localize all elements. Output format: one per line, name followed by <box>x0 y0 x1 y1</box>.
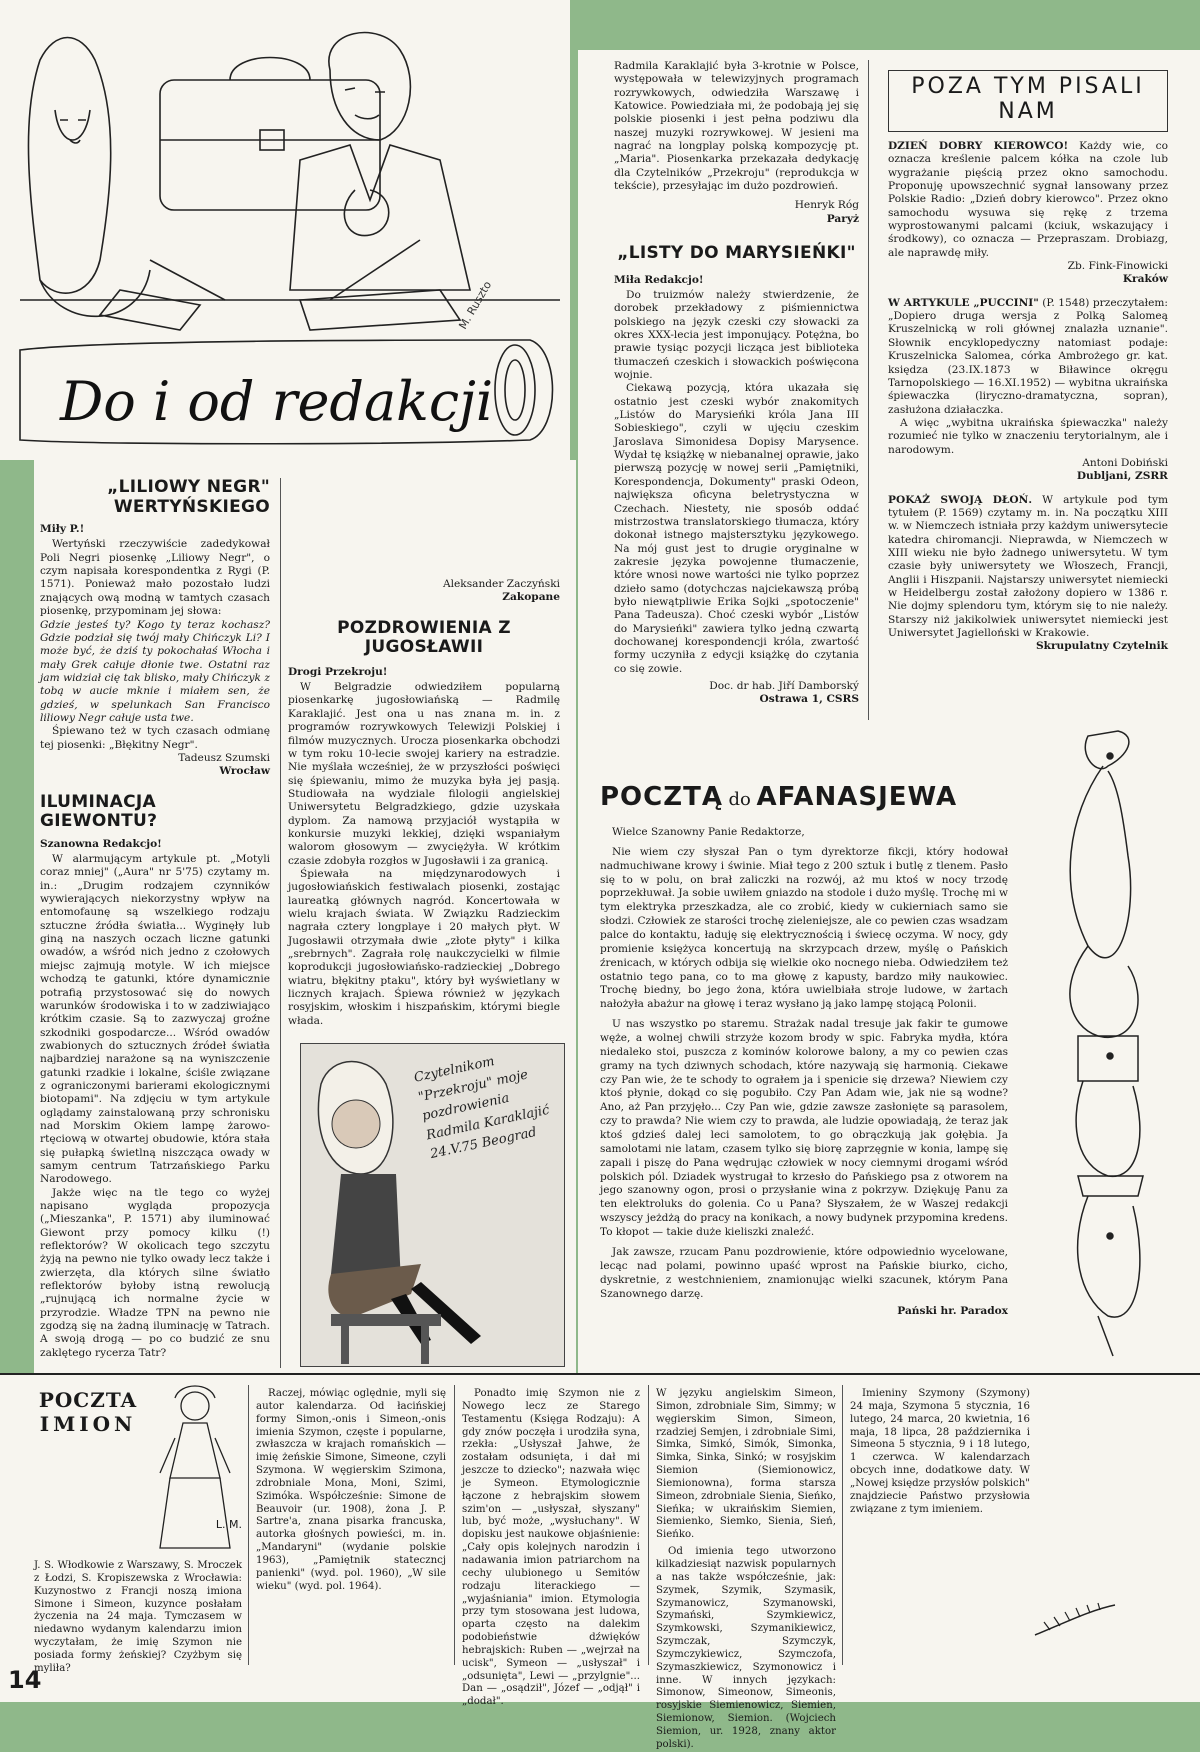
column-divider <box>454 1385 455 1665</box>
paragraph: W Belgradzie odwiedziłem popularną piosenkarkę jugosłowiańską — Radmilę Karaklajić. Jest ona u nas znana m. in. z programów rozrywkowych Telewizji Polskiej i filmów muzycznych. Urocza piosenkarka obchodzi w tym roku 10-lecie swojej kariery na estradzie. Nie myślała wcześniej, że w przyszłości poświęci się śpiewaniu, mimo że muzyka była jej pasją. Studiowała na wydziale filologii angielskiej Uniwersytetu Belgradzkiego, gdzie uzyskała dyplom. Za namową przyjaciół wystąpiła w konkursie muzyki lekkiej, dzięki wspaniałym walorom głosowym — zwyciężyła. W krótkim czasie zdobyła rozgłos w Jugosławii i za granicą. <box>288 681 560 867</box>
imion-col-1 <box>34 1560 242 1676</box>
signature-city: Paryż <box>826 212 859 225</box>
article-title: „LILIOWY NEGR" WERTYŃSKIEGO <box>107 477 270 517</box>
signature-name: Zb. Fink-Finowicki <box>1067 260 1168 273</box>
column-divider <box>648 1385 649 1665</box>
item-lead: W ARTYKULE „PUCCINI" <box>888 296 1039 309</box>
article-liliowy <box>40 478 270 1360</box>
poza-tym-header <box>888 70 1168 132</box>
article-title: ILUMINACJA GIEWONTU? <box>40 791 158 832</box>
imion-col-5 <box>850 1388 1030 1516</box>
header-illustration <box>0 0 570 460</box>
signature-city: Dubljani, ZSRR <box>1076 470 1168 483</box>
paragraph: W języku angielskim Simeon, Simon, zdrobniale Sim, Simmy; w węgierskim Simon, Simeon, rzadziej Semjen, i zdrobniale Simi, Simka, Simkó, Simók, Simonka, Simka, Sinka, Sinkó; w rosyjskim Siemion (Siemionowicz, Siemionowna), forma starsza Simeon, zdrobniale Sienia, Sieńko, Sieńka; w ukraińskim Siemien, Siemienko, Siemko, Sienia, Sień, Sieńko. <box>656 1388 836 1541</box>
paragraph: Ciekawą pozycją, która ukazała się ostatnio jest czeski wybór znakomitych „Listów do Marysieńki króla Jana III Sobieskiego", czyli w ujęciu czeskim Jaroslava Simonidesa Dopisy Marysence. Wydał tę książkę w niebanalnej oprawie, jako pierwszą pozycję w nowej serii „Pamiętniki, Korespondencja, Dokumenty" praski Odeon, największa oficyna beletrystyczna w Czechach. Niestety, nie sposób oddać mistrzostwa translatorskiego tłumacza, który dokonał istnego majstersztyku językowego. Na mój gust jest to drugie oryginalne w zakresie języka powojenne tłumaczenie, które wnosi nowe wartości nie tylko poprzez dzieło samo (dotychczas najciekawszą próbą było niewątpliwie Erika Sojki „spotoczenie" Pana Tadeusza). Choć czeski wybór „Listów do Marysieńki" zawiera tylko jedną czwartą dochowanej korespondencji króla, zwartość formy uczyniła z edycji książkę do czytania co się zowie. <box>614 382 859 675</box>
signature: Pański hr. Paradox <box>897 1305 1008 1318</box>
column-divider <box>248 1385 249 1665</box>
article-poza-tym <box>888 140 1168 654</box>
salutation: Drogi Przekroju! <box>288 665 388 678</box>
column-divider <box>842 1385 843 1665</box>
paragraph: Radmila Karaklajić była 3-krotnie w Polsce, występowała w telewizyjnych programach rozrywkowych, odwiedziła Warszawę i Katowice. Powiedziała mi, że podobają jej się polskie piosenki i jest pełna podziwu dla naszej muzyki rozrywkowej. W jesieni ma nagrać na longplay polską kompozycję pt. „Maria". Piosenkarka przekazała dedykację dla Czytelników „Przekroju" (reprodukcja w tekście), przesyłając im dużo pozdrowień. <box>614 60 859 193</box>
signature-city: Wrocław <box>219 765 270 778</box>
paragraph: W alarmującym artykule pt. „Motyli coraz mniej" („Aura" nr 5'75) czytamy m. in.: „Drugim rodzajem czynników wywierających niekorzystny wpływ na entomofaunę są wszelkiego rodzaju sztuczne źródła światła... Wyginęły lub giną na naszych oczach liczne gatunki owadów, a wśród nich jedno z czołowych miejsc zajmują motyle. W ich miejsce wchodzą te gatunki, które dynamicznie potrafią przystosować się do nowych warunków środowiska i to w zadziwiająco krótkim czasie. Są to zazwyczaj groźne szkodniki gospodarcze... Wśród owadów zwabionych do sztucznych źródeł światła najbardziej narażone są na wyniszczenie gatunki rzadkie i lokalne, ściśle związane z ograniczonymi barierami ekologicznymi biotopami". Na zdjęciu w tym artykule oglądamy zainstalowaną przy schronisku nad Morskim Okiem lampę żarowo-rtęciową w otwartej obudowie, która stała się pułapką świetlną niszcząca owady w samym centrum Tatrzańskiego Parku Narodowego. <box>40 853 270 1186</box>
signature-name: Antoni Dobiński <box>1082 456 1168 469</box>
signature-city: Zakopane <box>502 591 560 604</box>
paragraph: Śpiewała na międzynarodowych i jugosłowiańskich festiwalach piosenki, zostając laureatką głównych nagród. Koncertowała w wielu krajach świata. W Związku Radzieckim nagrała cztery longplaye i 20 małych płyt. W Jugosławii otrzymała dwie „złote płyty" i kilka „srebrnych". Zagrała rolę naukczycielki w filmie koprodukcji jugosłowiańsko-radzieckiej „Dobrego wiatru, błękitny ptaku", który był wyświetlany w licznych krajach. Śpiewa również w językach rosyjskim, włoskim i hiszpańskim, którymi biegle włada. <box>288 867 560 1027</box>
afanasjew-title <box>600 782 1020 812</box>
paragraph: Jak zawsze, rzucam Panu pozdrowienie, które odpowiednio wycelowane, lecąc nad polami, powinno upaść wprost na Pańskie biurko, cicho, dyskretnie, z westchnieniem, znamionując wielki szacunek, którym Pana Szanownego darzę. <box>600 1245 1008 1300</box>
paragraph: Ponadto imię Szymon nie z Nowego lecz ze Starego Testamentu (Księga Rodzaju): A gdy znów poczęła i urodziła syna, rzekła: „Usłyszał Jahwe, że zostałam odsunięta, i dał mi jeszcze to dziecko"; nazwała więc je Symeon. Etymologicznie łączone z hebrajskim słowem szim'on — „usłyszał, słyszany" lub, być może, „wysłuchany". W dopisku jest naukowe objaśnienie: „Cały opis kolejnych narodzin i nadawania imion patriarchom na cechy ulubionego u Semitów rodzaju literackiego — „wyjaśniania" imion. Etymologia przy tym stosowana jest ludowa, oparta często na dalekim podobieństwie dźwięków hebrajskich: Ruben — „wejrzał na ucisk", Symeon — „usłyszał" i „odsunięta", Lewi — „przylgnie"... Dan — „osądził", Józef — „odjął" i „dodał". <box>462 1388 640 1708</box>
imion-title <box>28 1388 148 1436</box>
article-title: POZDROWIENIA Z JUGOSŁAWII <box>337 617 511 658</box>
article-afanasjew <box>600 826 1008 1319</box>
item-lead: DZIEŃ DOBRY KIEROWCO! <box>888 140 1069 152</box>
item-body: (P. 1548) przeczytałem: „Dopiero druga wersja z Polką Salomeą Kruszelnicką w roli głównej znalazła uznanie". Słownik encyklopedyczny natomiast podaje: Kruszelnicka Salomea, córka Ambrożego gr. kat. księdza (23.IX.1873 w Biławince okręgu Tarnopolskiego — 16.XI.1952) — wybitna ukraińska śpiewaczka (liryczno-dramatyczna, sopran), zasłużona działaczka. <box>888 296 1168 416</box>
illustration-credit: M. Ruszto <box>456 278 495 332</box>
totem-creatures-icon <box>1018 726 1188 1366</box>
paragraph: U nas wszystko po staremu. Strażak nadal tresuje jak fakir te gumowe węże, a wolnej chwili strzyże kozom brody w spic. Fabryka mydła, która niedaleko stoi, puszcza z kominów kolorowe balony, a my co pewien czas gramy na tych dziwnych schodach, które nazywają się harmonią. Ciekawe czy Pan wie, że te schody to ograłem ja i spenicie się drzewa? Niewiem czy ktoś płynie, dokąd co się pogubiło. Czy Pan Adam wie, jak nie są wodne? Ano, aż Pan przyjęło... Czy Pan wie, gdzie zawsze zasłonięte są parasolem, czy to prawda? Nie wiem czy to prawda, ale ludzie opowiadają, że teraz jak ktoś gdzieś dalej leci samolotem, to go obrączkują jak gołębia. Ja samolotami nie latam, czasem tylko się biorę zaprzęgnie w konia, lampę się zapali i piszę do Pana wędrując człowiek w nocy ciemnymi drogami wśród polskich pól. Dziadek wystrugał to krzesło do Pańskiego psa z otworem na jego szanowny ogon, prosi o przysłanie wina z pokrzyw. Dziękuję Panu za ten elektroluks do golenia. Co u Pana? Słyszałem, że w Waszej redakcji wszyscy jeżdżą do pracy na konikach, a nowy budynek przypomina kredens. To kłopot — takie duże kieliszki znaleźć. <box>600 1018 1008 1239</box>
paragraph: Śpiewano też w tych czasach odmianę tej piosenki: „Błękitny Negr". <box>40 725 270 751</box>
salutation: Miły P.! <box>40 523 85 536</box>
signature: Skrupulatny Czytelnik <box>1035 640 1168 653</box>
paragraph: Wertyński rzeczywiście zadedykował Poli Negri piosenkę „Liliowy Negr", o czym napisała korespondentka z Rygi (P. 1571). Ponieważ mało pozostało ludzi znających ową modną w tamtych czasach piosenkę, przypominam jej słowa: <box>40 538 270 618</box>
signature-name: Doc. dr hab. Jiří Damborský <box>709 679 859 692</box>
imion-col-4 <box>656 1388 836 1752</box>
article-listy <box>614 60 859 707</box>
imion-col-2 <box>256 1388 446 1594</box>
imion-col-3 <box>462 1388 640 1709</box>
signature-name: Tadeusz Szumski <box>178 751 270 764</box>
afanasjew-title-c: AFANASJEWA <box>756 782 958 812</box>
drawing-kids-desk-icon <box>0 0 570 460</box>
woman-illustration <box>150 1378 240 1553</box>
illustration-credit: L. M. <box>215 1518 242 1531</box>
feather-illustration <box>1030 1600 1120 1640</box>
singer-photo <box>300 1043 565 1367</box>
signature-city: Ostrawa 1, CSRS <box>759 693 859 706</box>
paragraph: Do truizmów należy stwierdzenie, że dorobek przekładowy z piśmiennictwa polskiego na język czeski czy słowacki za okres XXX-lecia jest imponujący. Potężna, bo prawie tysiąc pozycji licząca jest biblioteka tłumaczeń czeskich i słowackich poświęcona wojnie. <box>614 289 859 382</box>
salutation: Szanowna Redakcjo! <box>40 837 162 850</box>
salutation: Wielce Szanowny Panie Redaktorze, <box>612 826 805 838</box>
column-divider <box>868 60 869 720</box>
imion-title-b: IMION <box>39 1412 137 1436</box>
paragraph: Jakże więc na tle tego co wyżej napisano wygląda propozycja („Mieszanka", P. 1571) aby iluminować Giewont przy pomocy kilku (!) reflektorów? W okolicach tego szczytu żyją na pewno nie tylko owady lecz także i zwierzęta, dla których silne światło reflektorów byłoby istną rewolucją „rujnującą ich normalne życie w przyrodzie. Władze TPN na pewno nie zgodzą się na żadną iluminację w Tatrach. A swoją drogą — po co budzić ze snu zaklętego rycerza Tatr? <box>40 1186 270 1359</box>
item <box>888 140 1168 260</box>
signature-name: Aleksander Zaczyński <box>442 578 560 590</box>
photo-dedication: Czytelnikom "Przekroju" moje pozdrowienia Radmila Karaklajić 24.V.75 Beograd <box>412 1054 551 1163</box>
verse: Gdzie jesteś ty? Kogo ty teraz kochasz? Gdzie podział się twój mały Chińczyk Li? I może być, że dziś ty pokochałaś Włocha i mały Grek całuje dłonie twe. Ostatni raz jam widział cię tak blisko, mały Chińczyk z tobą w aucie mknie i miałem sen, że gdzieś, w spelunkach San Francisco liliowy Negr całuje usta twe. <box>40 618 270 724</box>
imion-title-a: POCZTA <box>38 1388 138 1412</box>
paragraph: Nie wiem czy słyszał Pan o tym dyrektorze fikcji, który hodował nadmuchiwane krowy i świnie. Miał tego z 200 sztuk i butlę z tlenem. Pasło się to w polu, on brał zaliczki na rozwój, aż mu ktoś w nocy trzodę poprzekłuwał. Ja sobie uwiłem gniazdo na stodole i dużo myślę. Trochę mi w tym elektryka przeszkadza, ale co zrobić, kiedy w cukierniach samo sie słodzi. Człowiek ze starości trochę zieleniejsze, ale co pewien czas wsadzam palce do kontaktu, ładuję się elektrycznością i świecę oczyma. W nocy, gdy promienie księżyca koncertują na skrzypcach drzew, myślę o Pańskich źrenicach, w których odbija się wielkie oko nocnego nieba. Odwiedziłem też ostatnio tego pana, co to ma głowę z kapusty, bardzo miły naukowiec. Trochę biedny, bo jego żona, która uwielbiała stroje ludowe, w żartach nałożyła abażur na głowę i teraz wysłano ją jako lampę stojącą Polonii. <box>600 845 1008 1011</box>
page-number: 14 <box>8 1666 42 1694</box>
article-title: „LISTY DO MARYSIEŃKI" <box>617 243 856 264</box>
totem-illustration <box>1018 726 1188 1366</box>
paragraph: Od imienia tego utworzono kilkadziesiąt nazwisk popularnych a nas także współcześnie, jak: Szymek, Szymik, Szymasik, Szymanowicz, Szymanowski, Szymański, Szymkiewicz, Szymkowski, Szymanikiewicz, Szymczak, Szymczyk, Szymczykiewicz, Szymczofa, Szymaszkiewicz, Szymonowicz i inne. W innych językach: Simonow, Simeonow, Simeonis, rosyjskie Siemienowicz, Siemien, Siemionow, Siemion. (Wojciech Siemion, ur. 1928, znany aktor polski). <box>656 1546 836 1750</box>
feather-icon <box>1030 1600 1120 1640</box>
afanasjew-title-a: POCZTĄ <box>600 782 723 812</box>
item-body: Każdy wie, co oznacza kreślenie palcem kółka na czole lub wygrażanie pięścią przez okno samochodu. Proponuję upowszechnić sygnał lansowany przez Polskie Radio: „Dzień dobry kierowco". Przez okno samochodu wysuwa się rękę z trzema wyprostowanymi palcami (kciuk, wskazujący i środkowy), co oznacza — Przepraszam. Drobiazg, ale naprawdę miły. <box>888 140 1168 259</box>
item <box>888 297 1168 417</box>
paragraph: J. S. Włodkowie z Warszawy, S. Mroczek z Łodzi, S. Kropiszewska z Wrocławia: Kuzynostwo z Francji noszą imiona Simone i Simeon, kuzynce posłałam życzenia na 24 maja. Tymczasem w niedawno wydanym kalendarzu imion wyczytałam, że imię Szymon nie posiada formy żeńskiej? Czyżbym się myliła? <box>34 1560 242 1674</box>
signature-city: Kraków <box>1122 273 1168 286</box>
item-body: A więc „wybitna ukraińska śpiewaczka" należy rozumieć nie tylko w znaczeniu terytorialnym, ale i narodowym. <box>888 416 1168 456</box>
salutation: Miła Redakcjo! <box>614 273 704 286</box>
column-divider <box>280 478 281 1368</box>
article-pozdrowienia <box>288 478 560 1028</box>
signature-name: Henryk Róg <box>794 199 859 212</box>
item-body: W artykule pod tym tytułem (P. 1569) czytamy m. in. Na początku XIII w. w Niemczech istniała przy każdym uniwersytecie katedra chiromancji. Nieprawda, w Niemczech w XIII wieku nie było żadnego uniwersytetu. W tym czasie były uniwersytety we Włoszech, Francji, Anglii i Hiszpanii. Najstarszy uniwersytet niemiecki w Heidelbergu został założony dopiero w 1386 r. Nie dojmy splendoru tym, którym się to nie należy. Starszy niż jakikolwiek uniwersytet niemiecki jest Uniwersytet Jagielloński w Krakowie. <box>888 493 1168 640</box>
paragraph: Imieniny Szymony (Szymony) 24 maja, Szymona 5 stycznia, 16 lutego, 24 marca, 20 kwietnia, 16 maja, 18 lipca, 28 października i Simeona 5 stycznia, 9 i 18 lutego, 1 czerwca. W kalendarzach obcych inne, dodatkowe daty. W „Nowej księdze przysłów polskich" znajdziecie Państwo przysłowia związane z tym imieniem. <box>850 1388 1030 1515</box>
poza-tym-title: POZA TYM PISALI NAM <box>911 74 1145 124</box>
illustration-title: Do i od redakcji <box>60 370 494 433</box>
section-divider <box>0 1373 1200 1375</box>
item-lead: POKAŻ SWOJĄ DŁOŃ. <box>888 493 1033 506</box>
paragraph: Raczej, mówiąc oględnie, myli się autor kalendarza. Od łacińskiej formy Simon,-onis i Simeon,-onis imienia Szymon, częste i popularne, zwłaszcza w krajach romańskich — imię żeńskie Simone, Simeone, czyli Szymona. W węgierskim Szimona, zdrobniale Mona, Moni, Szimi, Szimóka. Współcześnie: Simone de Beauvoir (ur. 1908), żona J. P. Sartre'a, znana pisarka francuska, autorka głośnych powieści, m. in. „Mandaryni" (wydanie polskie 1963), „Pamiętnik stateczncj panienki" (wyd. pol. 1960), „W sile wieku" (wyd. pol. 1964). <box>256 1388 446 1592</box>
afanasjew-title-b: do <box>728 789 751 810</box>
item <box>888 494 1168 641</box>
